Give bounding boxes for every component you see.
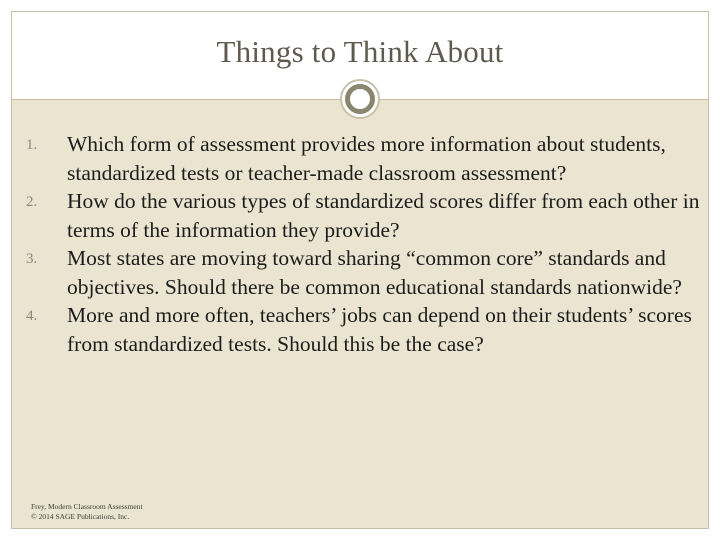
item-number: 1. [26, 137, 38, 153]
item-text: How do the various types of standardized scores differ from each other in terms of the information they provide? [67, 189, 700, 242]
item-number: 3. [26, 251, 38, 267]
question-list [26, 130, 706, 358]
item-text: More and more often, teachers’ jobs can depend on their students’ scores from standardized tests. Should this be the case? [67, 303, 692, 356]
footer-line: Frey, Modern Classroom Assessment [31, 502, 143, 511]
circle-ornament-icon [340, 79, 380, 119]
item-number: 4. [26, 308, 38, 324]
item-text: Most states are moving toward sharing “common core” standards and objectives. Should there be common educational standards nationwide? [67, 246, 682, 299]
item-text: Which form of assessment provides more information about students, standardized tests or teacher-made classroom assessment? [67, 132, 666, 185]
list-item [26, 130, 706, 187]
footer-credit [31, 502, 143, 521]
list-item [26, 187, 706, 244]
list-item [26, 244, 706, 301]
footer-line: © 2014 SAGE Publications, Inc. [31, 511, 130, 521]
list-item [26, 301, 706, 358]
item-number: 2. [26, 194, 38, 210]
slide [11, 11, 709, 529]
slide-title: Things to Think About [216, 34, 504, 69]
